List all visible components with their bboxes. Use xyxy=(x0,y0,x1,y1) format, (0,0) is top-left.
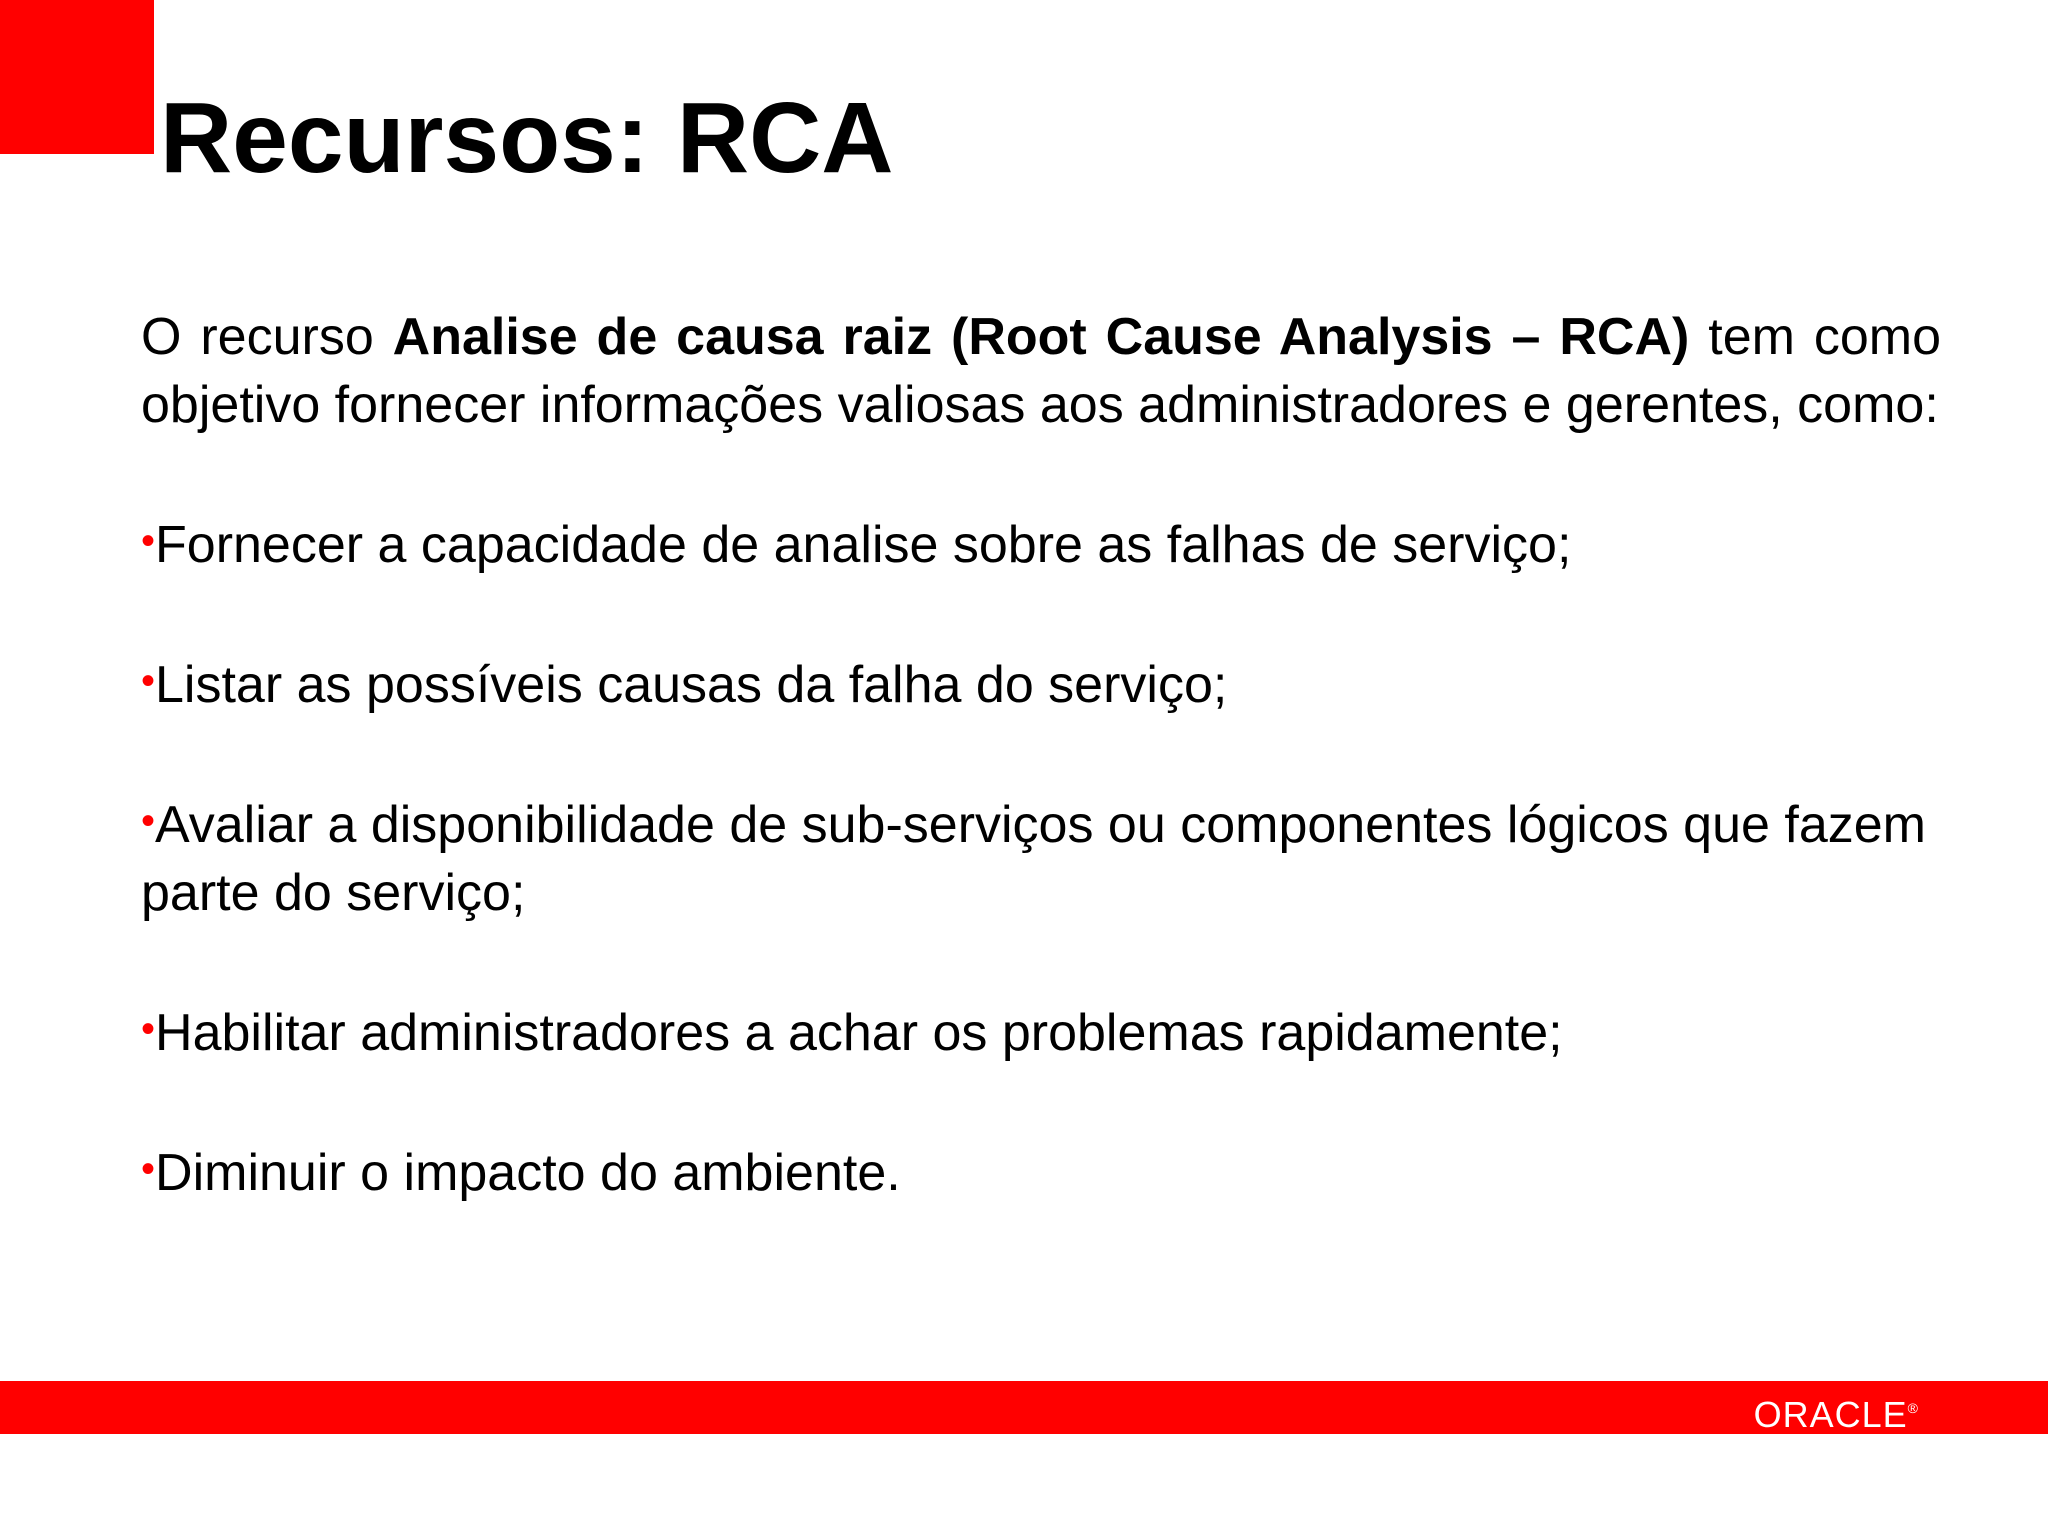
bullet-item xyxy=(141,1135,1941,1207)
bullet-icon: • xyxy=(141,659,156,703)
intro-suffix: tem como objetivo fornecer informações valiosas aos administradores e gerentes, como: xyxy=(141,308,1941,434)
slide-title: Recursos: RCA xyxy=(160,82,894,194)
oracle-logo-text: ORACLE xyxy=(1753,1394,1908,1435)
bullet-icon: • xyxy=(141,1007,156,1051)
bullet-icon: • xyxy=(141,1147,156,1191)
bullet-text: Fornecer a capacidade de analise sobre as falhas de serviço; xyxy=(155,516,1572,574)
intro-emphasis: Analise de causa raiz (Root Cause Analysis – RCA) xyxy=(392,308,1690,366)
corner-accent-block xyxy=(0,0,154,154)
bullet-item xyxy=(141,787,1941,927)
bullet-item xyxy=(141,507,1941,579)
bullet-item xyxy=(141,995,1941,1067)
bullet-text: Diminuir o impacto do ambiente. xyxy=(155,1144,901,1202)
intro-prefix: O recurso xyxy=(141,308,393,366)
bullet-text: Listar as possíveis causas da falha do serviço; xyxy=(155,656,1228,714)
oracle-logo xyxy=(1754,1390,1919,1433)
bullet-text: Habilitar administradores a achar os problemas rapidamente; xyxy=(155,1004,1563,1062)
registered-mark-icon: ® xyxy=(1907,1400,1919,1416)
bullet-text: Avaliar a disponibilidade de sub-serviços ou componentes lógicos que fazem parte do serviço; xyxy=(141,796,1926,922)
bullet-icon: • xyxy=(141,799,156,843)
intro-paragraph xyxy=(141,303,1941,439)
bullet-item xyxy=(141,647,1941,719)
slide-body xyxy=(141,303,1941,1275)
bullet-list xyxy=(141,507,1941,1207)
bullet-icon: • xyxy=(141,519,156,563)
footer-bar xyxy=(0,1381,2048,1434)
